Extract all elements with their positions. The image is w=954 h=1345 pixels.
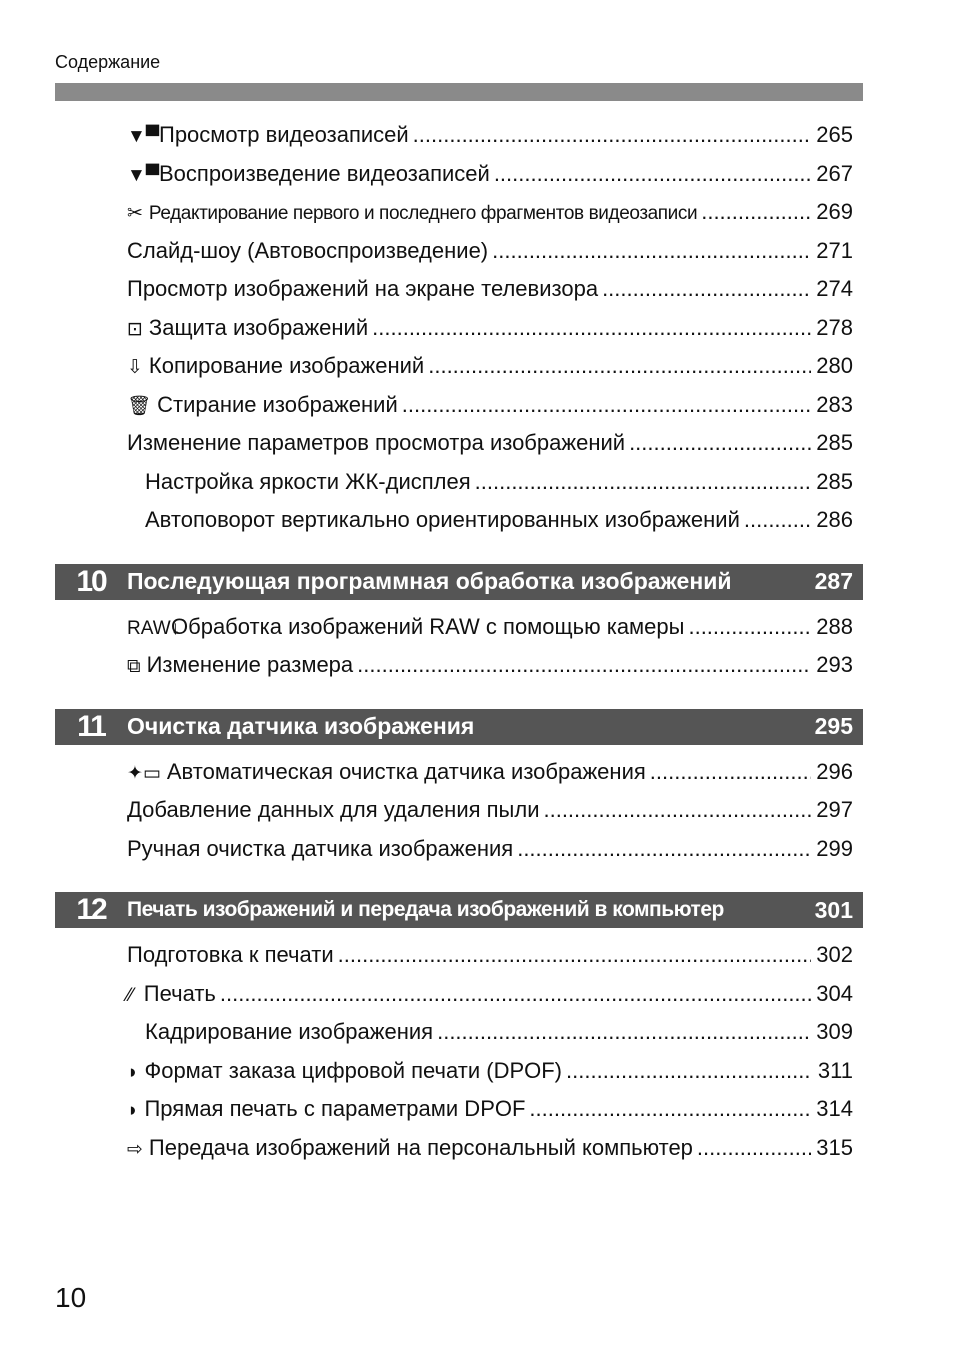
dpof-icon: ◗ [127,1100,139,1121]
toc-entry[interactable] [55,830,863,869]
pictbridge-icon: ⁄⁄ [127,984,134,1006]
toc-entry-title: Просмотр изображений на экране телевизора [127,276,599,301]
toc-entry[interactable] [55,501,863,540]
toc-entry[interactable] [55,1129,863,1168]
dot-leader [220,975,811,1014]
dot-leader [402,386,811,425]
toc-entry-title: Воспроизведение видеозаписей [159,160,490,186]
toc-entry-page: 265 [816,122,853,147]
dot-leader [744,501,811,540]
transfer-icon: ⇨ [127,1138,143,1160]
toc-entry-page: 288 [816,613,853,639]
toc-entry[interactable] [55,116,863,155]
dot-leader [494,155,811,194]
toc-entry-page: 296 [816,758,853,784]
dot-leader [428,347,811,386]
toc-entry-title: Изменение параметров просмотра изображений [127,430,626,455]
dot-leader [517,830,811,869]
toc-entry-page: 283 [816,391,853,417]
movie-playback-icon: ▼▀ [127,126,160,147]
toc-entry-page: 285 [816,468,853,494]
toc-entry[interactable] [55,1013,863,1052]
toc-entry-title: Прямая печать с параметрами DPOF [144,1096,526,1121]
page-number: 10 [55,1282,87,1313]
toc-entry[interactable] [55,309,863,348]
toc-entry[interactable] [55,347,863,386]
toc-entry-page: 293 [816,652,853,677]
chapter-number: 10 [76,564,106,598]
dot-leader [413,116,811,155]
toc-entry-page: 297 [816,797,853,822]
toc-entry-title: Добавление данных для удаления пыли [127,797,540,822]
toc-entry-title: Подготовка к печати [127,942,334,967]
toc-entry-title: Передача изображений на персональный компьютер [148,1134,693,1160]
dot-leader [357,646,811,685]
dot-leader [529,1090,811,1129]
dot-leader [650,753,811,792]
chapter-number: 12 [76,893,106,926]
toc-entry-page: 278 [816,314,853,340]
toc-entry-title: Обработка изображений RAW с помощью камеры [171,613,685,639]
toc-entry[interactable] [55,424,863,463]
toc-entry-page: 309 [816,1019,853,1044]
toc-entry-title: Ручная очистка датчика изображения [127,835,514,861]
toc-entry-title: Стирание изображений [157,391,398,417]
dot-leader [338,936,811,975]
toc-entry-title: Формат заказа цифровой печати (DPOF) [144,1057,563,1083]
toc-entry-title: Автоматическая очистка датчика изображения [166,758,646,784]
dpof-icon: ◗ [127,1061,139,1083]
chapter-page: 301 [814,896,853,923]
toc-entry-page: 285 [816,430,853,455]
chapter-heading[interactable] [55,564,863,600]
toc-entry-page: 315 [816,1134,853,1160]
toc-entry-title: Автоповорот вертикально ориентированных изображений [145,507,740,532]
toc-entry-page: 271 [816,237,853,263]
toc-entry[interactable] [55,463,863,502]
toc-entry-page: 299 [816,835,853,861]
dot-leader [701,193,811,232]
dot-leader [697,1129,811,1168]
header-rule [55,83,863,101]
dot-leader [688,608,811,647]
chapter-title: Последующая программная обработка изображений [127,568,732,594]
sensor-clean-icon: ✦▭ [127,762,161,784]
toc-entry[interactable] [55,646,863,685]
toc-entry-title: Копирование изображений [148,353,425,378]
table-of-contents [55,116,863,1167]
toc-entry[interactable] [55,386,863,425]
chapter-number: 11 [77,709,105,743]
toc-entry[interactable] [55,608,863,647]
scissors-icon: ✂ [127,203,143,224]
dot-leader [543,791,811,830]
toc-entry-title: Изменение размера [146,652,354,677]
chapter-heading[interactable] [55,892,863,928]
toc-entry[interactable] [55,193,863,232]
toc-entry-page: 304 [816,980,853,1006]
copy-image-icon: ⇩ [127,357,143,378]
toc-entry[interactable] [55,232,863,271]
toc-entry-page: 286 [816,507,853,532]
toc-entry-page: 314 [816,1096,853,1121]
dot-leader [475,463,811,502]
toc-entry-page: 274 [816,276,853,301]
dot-leader [602,270,811,309]
protect-key-icon: ⊡ [127,318,143,340]
toc-entry[interactable] [55,975,863,1014]
chapter-page: 295 [814,713,853,739]
toc-entry[interactable] [55,791,863,830]
chapter-heading[interactable] [55,709,863,745]
running-head: Содержание [55,52,161,72]
movie-playback-icon: ▼▀ [127,164,160,186]
toc-entry-title: Редактирование первого и последнего фрагментов видеозаписи [148,203,698,224]
toc-entry-page: 302 [816,942,853,967]
chapter-page: 287 [814,568,853,594]
raw-jpeg-icon: RAW↓ [127,617,181,639]
toc-entry-title: Кадрирование изображения [145,1019,434,1044]
toc-entry-page: 267 [816,160,853,186]
resize-icon: ⧉ [127,656,141,677]
dot-leader [492,232,811,271]
toc-entry[interactable] [55,936,863,975]
toc-entry-page: 280 [816,353,853,378]
dot-leader [372,309,811,348]
toc-entry[interactable] [55,1090,863,1129]
toc-entry-title: Слайд-шоу (Автовоспроизведение) [127,237,489,263]
dot-leader [437,1013,811,1052]
dot-leader [629,424,811,463]
toc-entry-title: Печать [143,980,216,1006]
toc-entry-title: Настройка яркости ЖК-дисплея [145,468,471,494]
toc-entry[interactable] [55,155,863,194]
toc-entry-page: 269 [816,199,853,224]
dot-leader [566,1052,811,1091]
chapter-title: Печать изображений и передача изображений в компьютер [127,898,724,921]
toc-entry-title: Защита изображений [148,314,369,340]
toc-entry-title: Просмотр видеозаписей [159,122,409,147]
toc-entry[interactable] [55,753,863,792]
toc-entry[interactable] [55,1052,863,1091]
toc-entry-page: 311 [817,1057,853,1083]
chapter-title: Очистка датчика изображения [127,713,475,739]
toc-entry[interactable] [55,270,863,309]
trash-icon: 🗑 [127,395,152,417]
